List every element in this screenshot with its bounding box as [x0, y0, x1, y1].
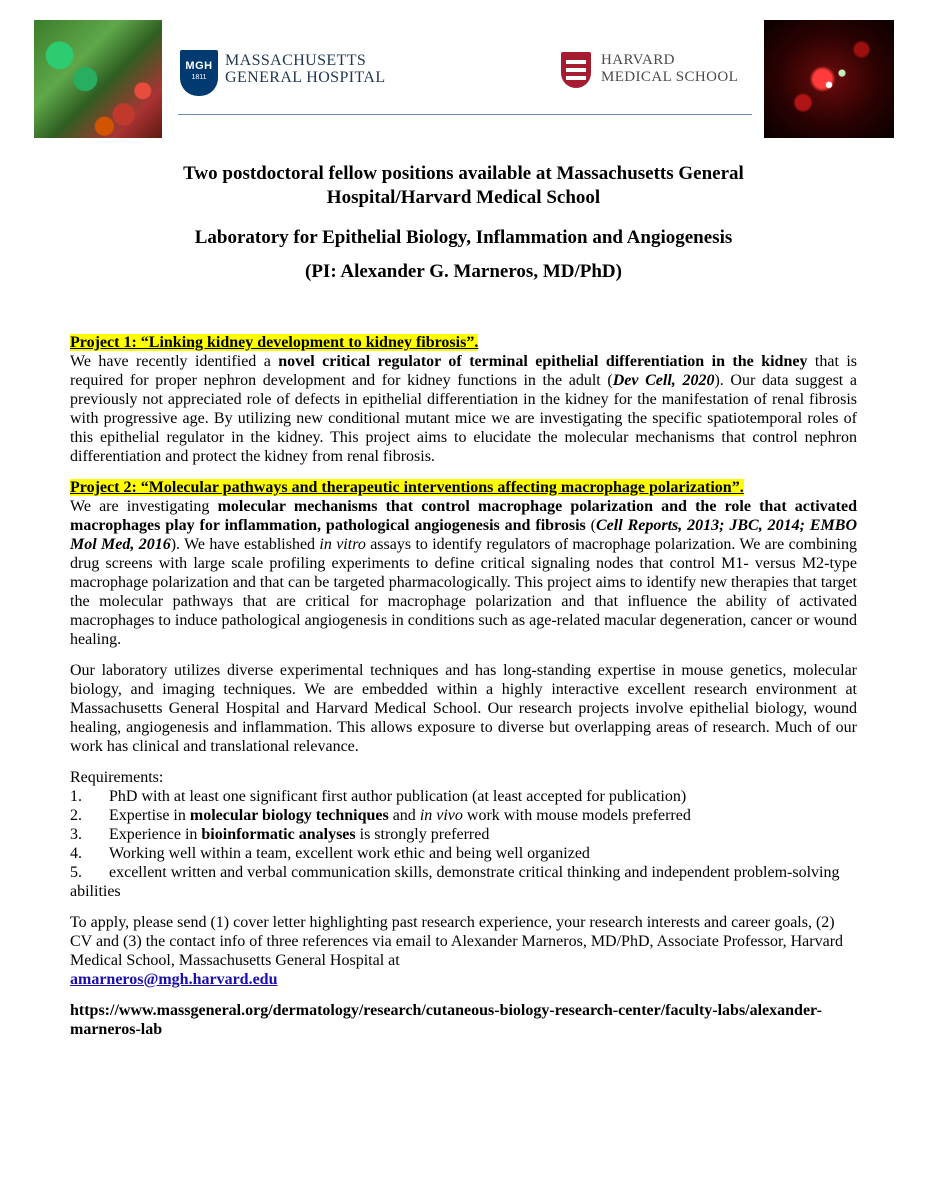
list-item: 1. PhD with at least one significant first author publication (at least accepted for publication)	[70, 788, 687, 805]
list-item: 4. Working well within a team, excellent work ethic and being well organized	[70, 845, 590, 862]
page-title: Two postdoctoral fellow positions available at Massachusetts General Hospital/Harvard Medical School	[183, 163, 744, 208]
list-item: 3. Experience in bioinformatic analyses is strongly preferred	[70, 826, 490, 843]
requirements-section	[70, 768, 857, 901]
microscopy-image-right	[764, 20, 894, 138]
list-item: 2. Expertise in molecular biology techniques and in vivo work with mouse models preferred	[70, 807, 691, 824]
title-block	[70, 162, 857, 284]
lab-website-url[interactable]: https://www.massgeneral.org/dermatology/research/cutaneous-biology-research-center/faculty-labs/alexander-marneros-lab	[70, 1002, 822, 1038]
header-divider	[178, 114, 752, 115]
requirements-list	[70, 787, 857, 901]
project1-heading: Project 1: “Linking kidney development to kidney fibrosis”.	[70, 334, 479, 351]
letterhead	[0, 0, 927, 150]
project1-section	[70, 333, 857, 466]
apply-section	[70, 913, 857, 989]
contact-email-link[interactable]: amarneros@mgh.harvard.edu	[70, 971, 278, 988]
mgh-name-line1: MASSACHUSETTS	[225, 52, 367, 69]
hms-name-line2: MEDICAL SCHOOL	[601, 69, 739, 85]
lab-description: Our laboratory utilizes diverse experimental techniques and has long-standing expertise in mouse genetics, molecular biology, and imaging techniques. We are embedded within a highly interactive excellent research environment at Massachusetts General Hospital and Harvard Medical School. Our research projects involve epithelial biology, wound healing, angiogenesis and inflammation. This allows exposure to diverse but overlapping areas of research. Much of our work has clinical and translational relevance.	[70, 662, 857, 755]
mgh-logo-abbr: MGH	[185, 60, 213, 72]
hms-logo-text	[601, 52, 738, 86]
hms-name-line1: HARVARD	[601, 52, 675, 68]
hms-shield-logo	[561, 52, 591, 88]
requirements-label: Requirements:	[70, 769, 164, 786]
apply-text: To apply, please send (1) cover letter highlighting past research experience, your research interests and career goals, (2) CV and (3) the contact info of three references via email to Alexander Marneros, MD/PhD, Associate Professor, Harvard Medical School, Massachusetts General Hospital at	[70, 914, 844, 969]
project2-heading: Project 2: “Molecular pathways and therapeutic interventions affecting macrophage polarization”.	[70, 479, 744, 496]
mgh-name-line2: GENERAL HOSPITAL	[225, 69, 386, 86]
list-item: 5. excellent written and verbal communication skills, demonstrate critical thinking and independent problem-solving abilities	[70, 864, 840, 900]
project2-section	[70, 478, 857, 649]
microscopy-image-left	[34, 20, 162, 138]
project1-text: We have recently identified a novel critical regulator of terminal epithelial differentiation in the kidney that is required for proper nephron development and for kidney functions in the adult (Dev Cell, 2020). Our data suggest a previously not appreciated role of defects in epithelial differentiation in the kidney for the manifestation of renal fibrosis with progressive age. By utilizing new conditional mutant mice we are investigating the specific spatiotemporal roles of this epithelial regulator in the kidney. This project aims to elucidate the molecular mechanisms that control nephron differentiation and protect the kidney from renal fibrosis.	[70, 353, 858, 465]
mgh-logo-text	[225, 52, 386, 86]
main-content	[70, 333, 857, 1039]
mgh-shield-logo	[180, 50, 218, 96]
pi-name: (PI: Alexander G. Marneros, MD/PhD)	[305, 261, 622, 282]
lab-name: Laboratory for Epithelial Biology, Inflammation and Angiogenesis	[194, 227, 733, 248]
mgh-logo-year: 1811	[191, 74, 207, 81]
project2-text: We are investigating molecular mechanisms that control macrophage polarization and the role that activated macrophages play for inflammation, pathological angiogenesis and fibrosis (Cell Reports, 2013; JBC, 2014; EMBO Mol Med, 2016). We have established in vitro assays to identify regulators of macrophage polarization. We are combining drug screens with large scale profiling experiments to define critical signaling nodes that control M1- versus M2-type macrophage polarization and that can be targeted pharmacologically. This project aims to identify new therapies that target the molecular pathways that are critical for macrophage polarization and that influence the ability of activated macrophages to induce pathological angiogenesis in conditions such as age-related macular degeneration, cancer or wound healing.	[70, 498, 858, 648]
